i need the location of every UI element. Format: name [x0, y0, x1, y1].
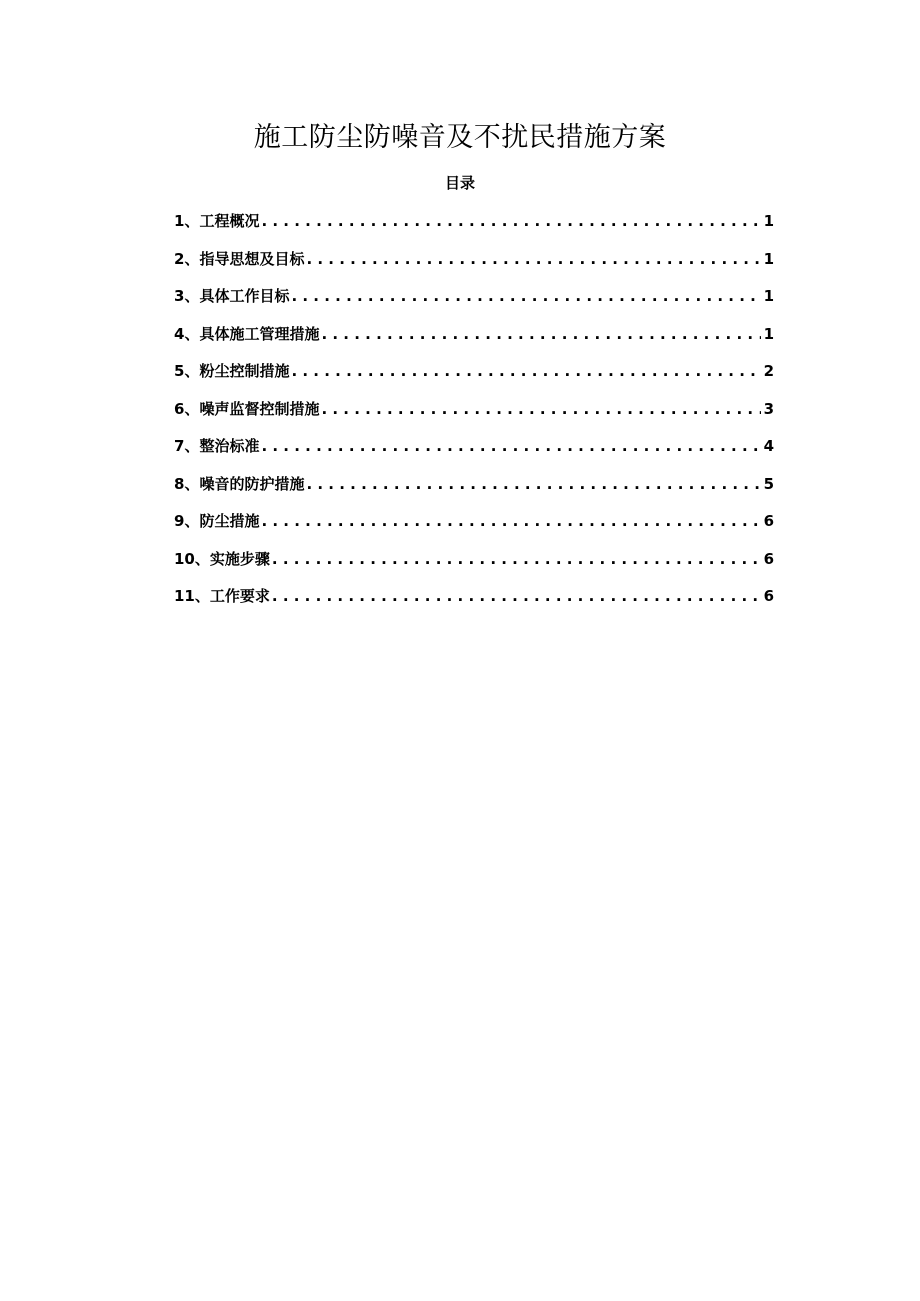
toc-entry-page-number: 6: [763, 512, 774, 530]
toc-entry-number: 10: [174, 549, 195, 568]
toc-entry-page-number: 1: [763, 324, 774, 343]
toc-dot-leader: [291, 281, 760, 311]
toc-entry-label: 防尘措施: [199, 512, 260, 530]
toc-entry-separator: 、: [194, 587, 210, 605]
toc-entry-number: 6: [174, 399, 185, 418]
toc-entry-number: 5: [174, 362, 185, 380]
toc-entry-number: 2: [174, 249, 185, 268]
toc-entry-separator: 、: [184, 249, 200, 268]
toc-entry-number: 7: [174, 437, 185, 455]
toc-entry-label: 粉尘控制措施: [199, 362, 290, 380]
toc-entry-page-number: 2: [763, 362, 774, 380]
toc-entry-page-number: 6: [763, 549, 774, 568]
toc-entry-number: 1: [174, 212, 185, 230]
toc-entry-separator: 、: [184, 324, 200, 343]
toc-dot-leader: [272, 581, 761, 611]
toc-entry-separator: 、: [184, 399, 200, 418]
toc-entry[interactable]: [174, 244, 774, 282]
toc-entry-separator: 、: [184, 474, 200, 493]
toc-entry[interactable]: [174, 431, 774, 469]
toc-entry-label: 工作要求: [209, 587, 270, 605]
toc-dot-leader: [261, 431, 760, 461]
toc-entry[interactable]: [174, 281, 774, 319]
toc-entry[interactable]: [174, 581, 774, 619]
toc-entry-label: 具体工作目标: [199, 287, 290, 305]
toc-entry-page-number: 1: [763, 287, 774, 305]
toc-entry-separator: 、: [184, 512, 200, 530]
toc-entry-number: 4: [174, 324, 185, 343]
toc-dot-leader: [272, 544, 761, 574]
toc-entry-number: 9: [174, 512, 185, 530]
toc-dot-leader: [261, 506, 760, 536]
toc-entry-label: 工程概况: [199, 212, 260, 230]
toc-entry-page-number: 3: [763, 399, 774, 418]
toc-entry[interactable]: [174, 206, 774, 244]
toc-entry-label: 整治标准: [199, 437, 260, 455]
toc-dot-leader: [261, 206, 760, 236]
toc-entry-page-number: 1: [763, 249, 774, 268]
toc-entry-separator: 、: [184, 212, 200, 230]
toc-entry-page-number: 1: [763, 212, 774, 230]
toc-entry[interactable]: [174, 506, 774, 544]
toc-entry-page-number: 5: [763, 474, 774, 493]
toc-entry-separator: 、: [184, 287, 200, 305]
toc-entry-label: 具体施工管理措施: [199, 324, 320, 343]
document-title: 施工防尘防噪音及不扰民措施方案: [253, 122, 667, 153]
toc-entry-separator: 、: [184, 362, 200, 380]
toc-entry-page-number: 6: [763, 587, 774, 605]
toc-entry-number: 11: [174, 587, 195, 605]
toc-dot-leader: [306, 469, 760, 499]
toc-entry-label: 指导思想及目标: [199, 249, 305, 268]
toc-entry-label: 实施步骤: [209, 549, 270, 568]
toc-heading: 目录: [444, 174, 475, 192]
toc-entry-label: 噪音的防护措施: [199, 474, 305, 493]
toc-entry[interactable]: [174, 319, 774, 357]
toc-entry[interactable]: [174, 356, 774, 394]
toc-entry-label: 噪声监督控制措施: [199, 399, 320, 418]
toc-dot-leader: [291, 356, 760, 386]
toc-entry[interactable]: [174, 544, 774, 582]
toc-entry[interactable]: [174, 394, 774, 432]
toc-entry-page-number: 4: [763, 437, 774, 455]
toc-entry-number: 8: [174, 474, 185, 493]
table-of-contents: [174, 206, 774, 619]
toc-dot-leader: [321, 394, 760, 424]
toc-entry[interactable]: [174, 469, 774, 507]
toc-dot-leader: [321, 319, 760, 349]
toc-entry-separator: 、: [184, 437, 200, 455]
toc-dot-leader: [306, 244, 760, 274]
toc-entry-number: 3: [174, 287, 185, 305]
toc-entry-separator: 、: [194, 549, 210, 568]
